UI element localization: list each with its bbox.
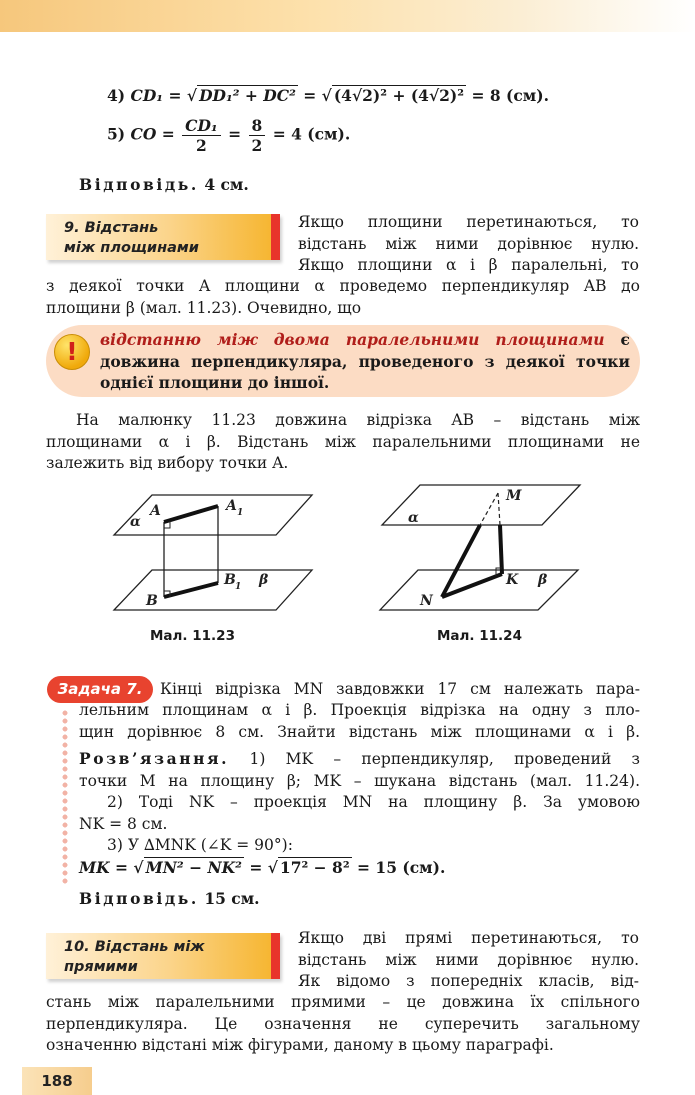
answer-1: Відповідь. 4 см. (79, 175, 249, 194)
plane-beta (114, 570, 312, 610)
figure-11-24-caption: Мал. 11.24 (437, 628, 522, 644)
label-A1-sub: 1 (237, 508, 244, 518)
section-9-side-text: Якщо площини перетинаються, то відстань між ними дорівнює нулю. Якщо площини α і β паралельні, то (298, 213, 639, 274)
label-N: N (420, 593, 433, 609)
task-7-formula: MK = √ MN² − NK² = √ 17² − 8² = 15 (см). (79, 858, 446, 877)
figure-11-23 (100, 480, 330, 620)
label-B1-sub: 1 (235, 582, 242, 592)
label-alpha: α (408, 510, 419, 526)
section-10-side-text: Якщо дві прямі перетинаються, то відстань між ними дорівнює нулю. Як відомо з попередніх класів, від- (298, 929, 639, 990)
section-9-body: з деякої точки A площини α проведемо перпендикуляр AB до площини β (мал. 11.23). Очевидно, що (46, 277, 640, 317)
label-M: M (506, 488, 522, 504)
exclamation-icon: ! (54, 334, 90, 370)
segment-MK-hidden (498, 493, 500, 525)
segment-MK (500, 525, 502, 574)
segment-BB1 (164, 583, 218, 597)
label-beta: β (538, 572, 548, 588)
task-7-badge: Задача 7. (47, 676, 153, 703)
label-alpha: α (130, 514, 141, 530)
section-9-heading: 9. Відстань між площинами (46, 214, 280, 260)
task-dotted-margin (61, 709, 69, 884)
label-A1: A (226, 498, 237, 514)
section-10-body: стань між паралельними прямими – це довжина їх спільного перпендикуляра. Це означення не суперечить загальному означенню відстані між фігурами, даному в цьому параграфі. (46, 993, 640, 1054)
segment-MN-hidden (480, 493, 498, 525)
label-beta: β (259, 572, 269, 588)
page-number: 188 (22, 1067, 92, 1095)
plane-alpha (114, 495, 312, 535)
formula-step-5: 5) CO = $\frac{\text{CD₁}}{2}$ = $\frac{8}{2}$ = 4 (см). (107, 116, 351, 155)
label-K: K (506, 572, 519, 588)
label-B: B (146, 593, 158, 609)
figure-11-23-caption: Мал. 11.23 (150, 628, 235, 644)
segment-AA1 (164, 506, 218, 522)
label-A: A (150, 503, 161, 519)
top-decorative-band (0, 0, 695, 32)
task-7-statement-line-1: Кінці відрізка MN завдовжки 17 см належать пара- (160, 680, 640, 698)
answer-2: Відповідь. 15 см. (79, 889, 260, 908)
figure-11-24 (378, 480, 590, 620)
task-7-solution: Розв’язання. 1) MK – перпендикуляр, проведений з точки M на площину β; MK – шукана відстань (мал. 11.24). 2) Тоді NK – проекція MN на площину β. За умовою NK = 8 см. 3) У ∆MNK (∠K = 90°): (79, 749, 640, 854)
paragraph-after-note: На малюнку 11.23 довжина відрізка AB – відстань між площинами α і β. Відстань між паралельними площинами не залежить від вибору точки A. (46, 411, 640, 472)
section-10-heading: 10. Відстань між прямими (46, 933, 280, 979)
formula-step-4: 4) CD₁ = √ DD₁² + DC² = √ (4√2)² + (4√2)² = 8 (см). (107, 86, 549, 105)
task-7-statement-rest: лельним площинам α і β. Проекція відрізка на одну з пло- щин дорівнює 8 см. Знайти відстань між площинами α і β. (79, 701, 640, 741)
plane-beta (380, 570, 578, 610)
definition-note-text: відстанню між двома паралельними площинами є довжина перпендикуляра, проведеного з деякої точки однієї площини до іншої. (100, 330, 630, 392)
label-B1: B (224, 572, 236, 588)
